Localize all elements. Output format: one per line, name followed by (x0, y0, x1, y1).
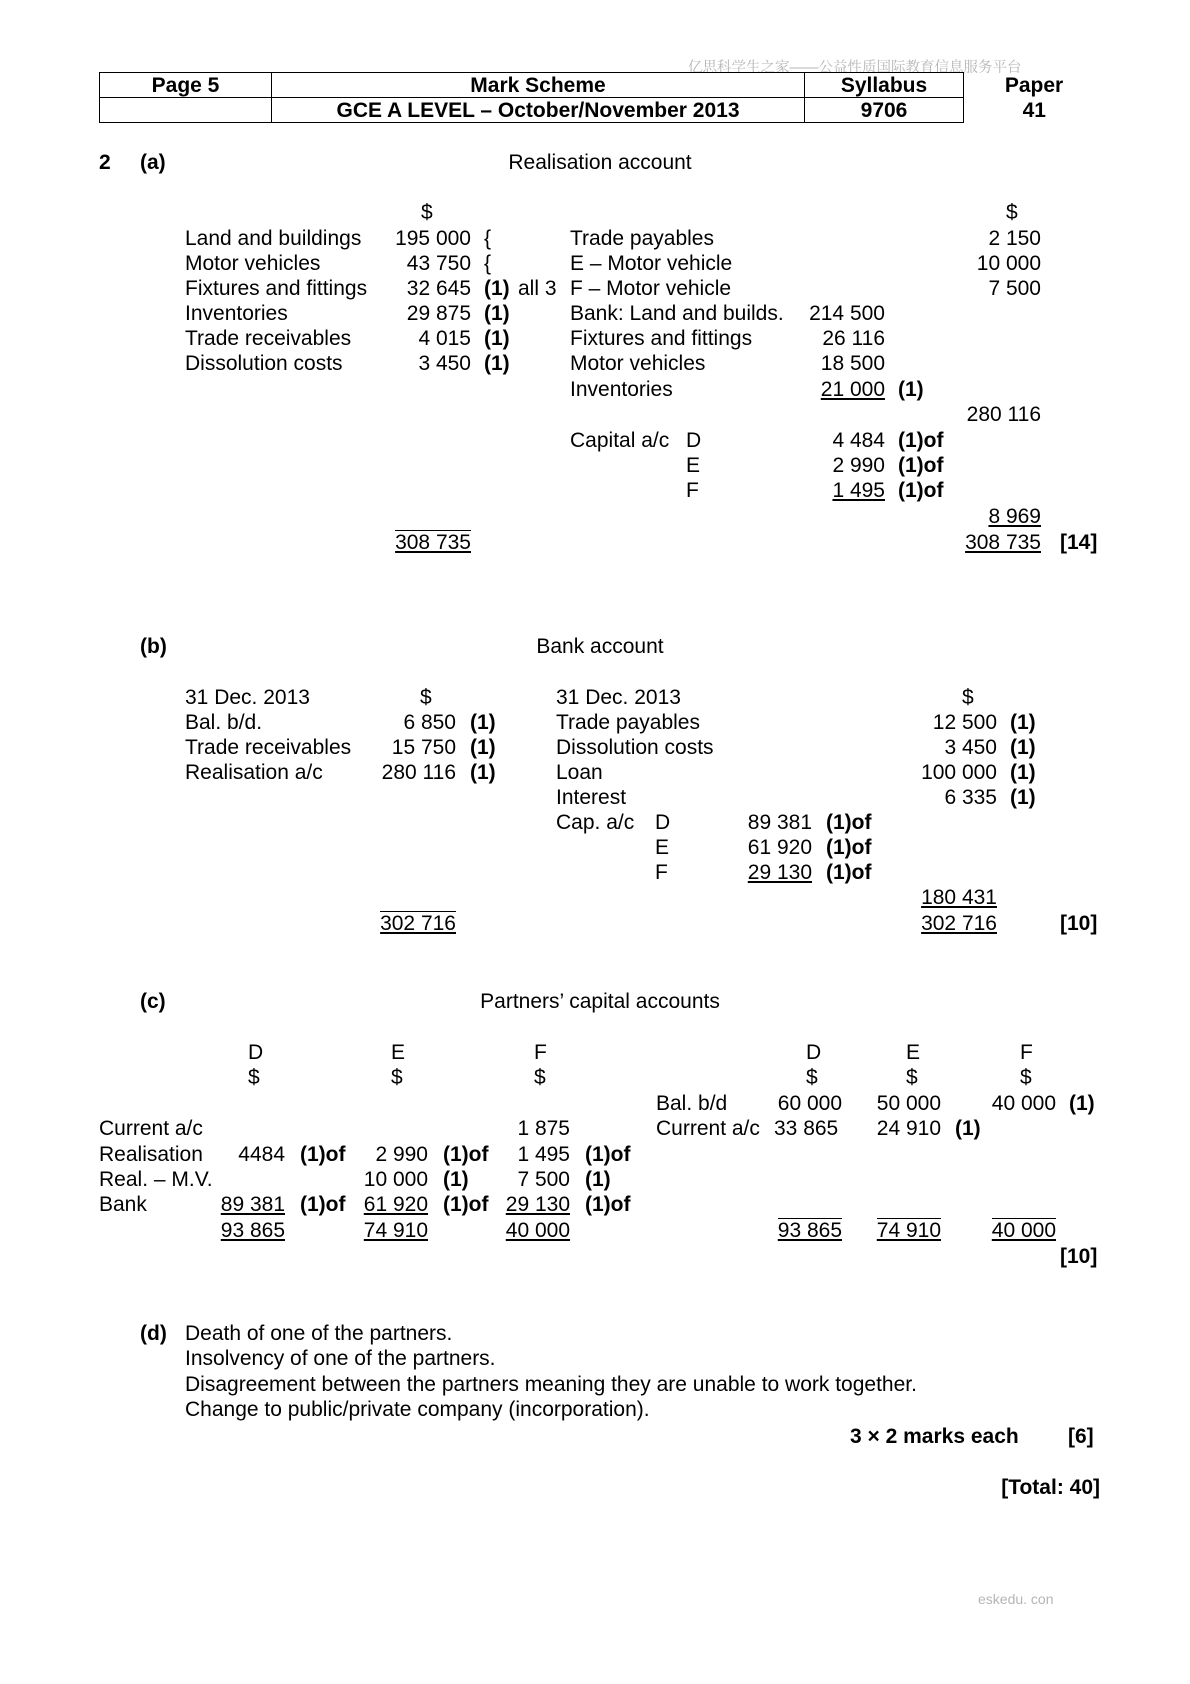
mark: (1) (484, 327, 510, 350)
realisation-debit-label: Trade receivables (185, 327, 352, 350)
debit-f: 1 875 (517, 1117, 570, 1140)
bank-debit-label: Trade receivables (185, 736, 352, 759)
mark: (1) (484, 302, 510, 325)
col-head-e: E (391, 1041, 406, 1064)
mark: (1)of (443, 1193, 489, 1216)
debit-label: Real. – M.V. (99, 1168, 213, 1191)
answer-line: Insolvency of one of the partners. (185, 1347, 496, 1370)
col-head-f: F (1020, 1041, 1033, 1064)
debit-e: 10 000 (363, 1168, 428, 1191)
realisation-capital-label: Capital a/c (570, 429, 670, 452)
bank-credit-label: Loan (556, 761, 603, 784)
bank-debit-amount: 280 116 (381, 761, 456, 784)
realisation-capital-total: 8 969 (988, 505, 1041, 528)
credit-d: 60 000 (777, 1092, 842, 1115)
mark: (1)of (826, 811, 872, 834)
realisation-credit-label: Fixtures and fittings (570, 327, 753, 350)
realisation-credit-label: Bank: Land and builds. (570, 302, 784, 325)
debit-f: 29 130 (505, 1193, 570, 1216)
part-b-label: (b) (140, 635, 167, 658)
cap-partner: D (655, 811, 671, 834)
col-head-d: D (806, 1041, 822, 1064)
realisation-debit-label: Motor vehicles (185, 252, 321, 275)
cap-partner: F (655, 861, 668, 884)
cap-partner: E (655, 836, 670, 859)
realisation-credit-sub: 18 500 (820, 352, 885, 375)
capital-title: Partners’ capital accounts (480, 990, 720, 1013)
realisation-dollar-left: $ (421, 201, 433, 224)
bank-debit-amount: 6 850 (403, 711, 456, 734)
realisation-debit-amount: 3 450 (418, 352, 471, 375)
col-dollar: $ (534, 1066, 546, 1089)
realisation-credit-label: Inventories (570, 378, 673, 401)
col-dollar: $ (1020, 1066, 1032, 1089)
mark: (1) (443, 1168, 469, 1191)
realisation-debit-amount: 195 000 (395, 227, 471, 250)
watermark-bottom: eskedu. con (978, 1591, 1054, 1607)
mark: (1) (484, 277, 510, 300)
mark: (1)of (300, 1193, 346, 1216)
header-exam: GCE A LEVEL – October/November 2013 (272, 98, 805, 123)
col-dollar: $ (906, 1066, 918, 1089)
cap-amount: 61 920 (747, 836, 812, 859)
header-syllabus: 9706 (805, 98, 964, 123)
capital-partner: F (686, 479, 699, 502)
realisation-debit-label: Fixtures and fittings (185, 277, 368, 300)
header-syllabus-label: Syllabus (805, 73, 964, 98)
realisation-credit-total: 10 000 (976, 252, 1041, 275)
debit-total-f: 40 000 (505, 1219, 570, 1242)
realisation-credit-total: 2 150 (988, 227, 1041, 250)
capital-amount: 4 484 (832, 429, 885, 452)
debit-label: Realisation (99, 1143, 203, 1166)
capital-partner: E (686, 454, 701, 477)
bank-debit-amount: 15 750 (391, 736, 456, 759)
watermark-top: 亿思科学生之家——公益性质国际教育信息服务平台 (688, 60, 1022, 76)
cap-amount: 89 381 (747, 811, 812, 834)
realisation-debit-amount: 43 750 (406, 252, 471, 275)
mark: (1) (1010, 786, 1036, 809)
mark: (1) (484, 352, 510, 375)
realisation-credit-label: E – Motor vehicle (570, 252, 733, 275)
total-marks: [Total: 40] (1001, 1476, 1100, 1499)
part-c-marks: [10] (1060, 1245, 1098, 1268)
mark: (1) (470, 736, 496, 759)
bank-debit-date: 31 Dec. 2013 (185, 686, 310, 709)
credit-f: 40 000 (991, 1092, 1056, 1115)
debit-d: 4484 (238, 1143, 285, 1166)
mark: (1)of (585, 1193, 631, 1216)
bank-dollar-right: $ (962, 686, 974, 709)
bank-credit-amount: 12 500 (932, 711, 997, 734)
realisation-title: Realisation account (508, 151, 692, 174)
realisation-debit-amount: 32 645 (406, 277, 471, 300)
credit-e: 24 910 (876, 1117, 941, 1140)
realisation-credit-sub: 21 000 (820, 378, 885, 401)
capital-partner: D (686, 429, 702, 452)
debit-f: 1 495 (517, 1143, 570, 1166)
bank-debit-label: Bal. b/d. (185, 711, 263, 734)
mark: (1) (1069, 1092, 1095, 1115)
bank-credit-amount: 3 450 (944, 736, 997, 759)
realisation-credit-sub: 26 116 (822, 327, 885, 350)
credit-d: 33 865 (774, 1117, 839, 1140)
mark: (1)of (898, 479, 944, 502)
debit-label: Current a/c (99, 1117, 203, 1140)
credit-total-d: 93 865 (777, 1219, 842, 1242)
bank-cap-total: 180 431 (921, 886, 997, 909)
debit-label: Bank (99, 1193, 147, 1216)
mark: (1) (955, 1117, 981, 1140)
bank-credit-label: Interest (556, 786, 627, 809)
question-number: 2 (99, 151, 111, 174)
mark: (1)of (826, 836, 872, 859)
part-d-label: (d) (140, 1322, 167, 1345)
header-scheme: Mark Scheme (272, 73, 805, 98)
bank-credit-amount: 100 000 (921, 761, 997, 784)
mark: (1) (898, 378, 924, 401)
bank-debit-label: Realisation a/c (185, 761, 323, 784)
mark: (1) (470, 761, 496, 784)
part-d-marks: [6] (1068, 1425, 1094, 1448)
debit-e: 2 990 (375, 1143, 428, 1166)
realisation-credit-label: Motor vehicles (570, 352, 706, 375)
bank-credit-label: Trade payables (556, 711, 700, 734)
mark: (1)of (898, 454, 944, 477)
answer-line: Death of one of the partners. (185, 1322, 453, 1345)
debit-e: 61 920 (363, 1193, 428, 1216)
realisation-brace: { (484, 252, 492, 275)
header-paper: 41 (1022, 98, 1046, 122)
col-head-e: E (906, 1041, 921, 1064)
realisation-debit-label: Land and buildings (185, 227, 362, 250)
bank-right-total: 302 716 (921, 912, 997, 935)
realisation-debit-label: Dissolution costs (185, 352, 343, 375)
credit-label: Bal. b/d (656, 1092, 728, 1115)
answer-line: Disagreement between the partners meaning they are unable to work together. (185, 1373, 917, 1396)
mark: (1)of (443, 1143, 489, 1166)
header-blank (100, 98, 272, 123)
mark: (1) (1010, 711, 1036, 734)
answer-line: Change to public/private company (incorporation). (185, 1398, 650, 1421)
col-head-f: F (534, 1041, 547, 1064)
capital-amount: 1 495 (832, 479, 885, 502)
credit-total-f: 40 000 (991, 1219, 1056, 1242)
mark: (1) (1010, 736, 1036, 759)
marking-note: 3 × 2 marks each (850, 1425, 1019, 1448)
header-table (99, 72, 1105, 123)
mark: (1)of (898, 429, 944, 452)
mark: (1)of (585, 1143, 631, 1166)
bank-dollar-left: $ (420, 686, 432, 709)
header-page: Page 5 (100, 73, 272, 98)
bank-credit-label: Dissolution costs (556, 736, 714, 759)
mark: (1) (585, 1168, 611, 1191)
realisation-credit-label: Trade payables (570, 227, 714, 250)
capital-amount: 2 990 (832, 454, 885, 477)
bank-credit-amount: 6 335 (944, 786, 997, 809)
realisation-dollar-right: $ (1006, 201, 1018, 224)
mark: (1)of (826, 861, 872, 884)
mark: (1)of (300, 1143, 346, 1166)
credit-total-e: 74 910 (876, 1219, 941, 1242)
debit-total-e: 74 910 (363, 1219, 428, 1242)
cap-amount: 29 130 (747, 861, 812, 884)
realisation-right-total: 308 735 (965, 531, 1041, 554)
mark-note: all 3 (518, 277, 557, 300)
part-a-marks: [14] (1060, 531, 1098, 554)
realisation-brace: { (484, 227, 492, 250)
debit-f: 7 500 (517, 1168, 570, 1191)
mark: (1) (470, 711, 496, 734)
part-b-marks: [10] (1060, 912, 1098, 935)
debit-d: 89 381 (220, 1193, 285, 1216)
realisation-bank-total: 280 116 (966, 403, 1041, 426)
bank-left-total: 302 716 (380, 912, 456, 935)
bank-title: Bank account (536, 635, 664, 658)
realisation-credit-total: 7 500 (988, 277, 1041, 300)
part-c-label: (c) (140, 990, 166, 1013)
part-a-label: (a) (140, 151, 166, 174)
header-paper-label: Paper (1004, 73, 1064, 97)
realisation-left-total: 308 735 (395, 531, 471, 554)
realisation-credit-sub: 214 500 (809, 302, 885, 325)
col-head-d: D (248, 1041, 264, 1064)
col-dollar: $ (806, 1066, 818, 1089)
col-dollar: $ (391, 1066, 403, 1089)
realisation-credit-label: F – Motor vehicle (570, 277, 732, 300)
realisation-debit-amount: 4 015 (418, 327, 471, 350)
bank-cap-label: Cap. a/c (556, 811, 635, 834)
debit-total-d: 93 865 (220, 1219, 285, 1242)
credit-label: Current a/c (656, 1117, 760, 1140)
mark: (1) (1010, 761, 1036, 784)
col-dollar: $ (248, 1066, 260, 1089)
bank-credit-date: 31 Dec. 2013 (556, 686, 681, 709)
realisation-debit-label: Inventories (185, 302, 288, 325)
credit-e: 50 000 (876, 1092, 941, 1115)
realisation-debit-amount: 29 875 (406, 302, 471, 325)
